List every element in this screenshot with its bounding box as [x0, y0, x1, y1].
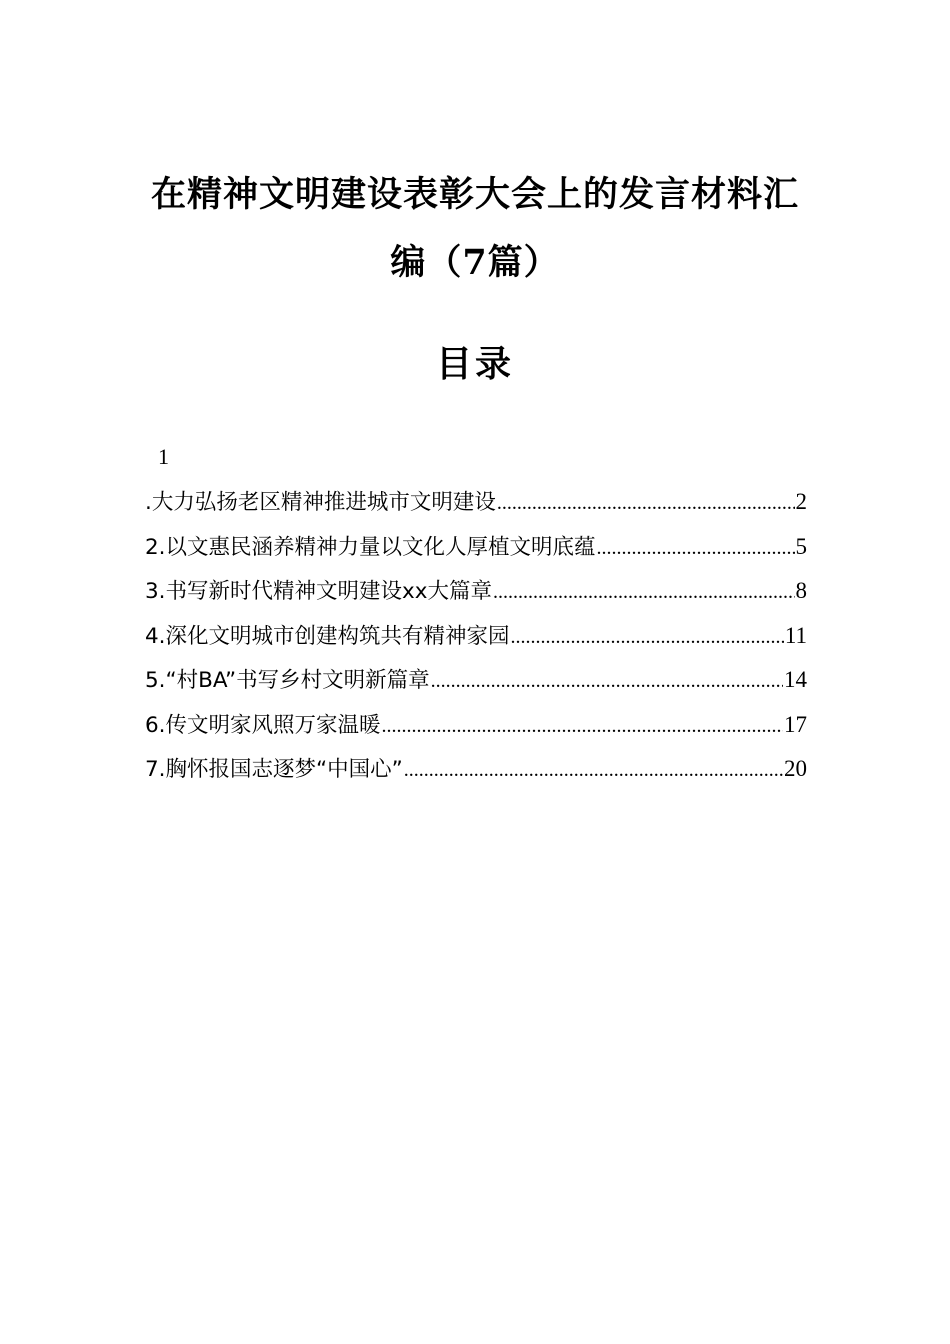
- toc-item[interactable]: [145, 485, 807, 530]
- toc-item[interactable]: [145, 663, 807, 708]
- document-title-line-2: 编（7篇）: [390, 242, 560, 283]
- toc-item-label: 4.深化文明城市创建构筑共有精神家园: [145, 623, 510, 649]
- toc-heading: 目录: [435, 343, 514, 385]
- toc-item-page-number: 14: [784, 667, 807, 692]
- toc-item-page-number: 5: [795, 533, 807, 559]
- toc-item-label: 6.传文明家风照万家温暖: [145, 712, 381, 738]
- toc-item-label: 7.胸怀报国志逐梦“中国心”: [145, 757, 403, 782]
- toc-item-page-number: 8: [795, 578, 807, 603]
- toc-item-page-number: 2: [795, 489, 807, 514]
- toc-item-page-number: 20: [784, 756, 807, 781]
- toc-item[interactable]: [145, 619, 807, 664]
- toc-leader-dots: [493, 575, 795, 609]
- toc-item[interactable]: [145, 752, 807, 797]
- toc-leader-dots: [597, 531, 795, 565]
- toc-leader-dots: [404, 753, 783, 787]
- toc-item-label: 3.书写新时代精神文明建设xx大篇章: [145, 579, 492, 604]
- toc-leader-dots: [431, 664, 783, 698]
- table-of-contents: [145, 485, 807, 797]
- toc-item-page-number: 11: [784, 622, 807, 648]
- toc-item-label: 5.“村BA”书写乡村文明新篇章: [145, 668, 430, 693]
- toc-leader-dots: [511, 620, 784, 654]
- toc-item-label: .大力弘扬老区精神推进城市文明建设: [145, 490, 496, 515]
- toc-first-item-number: 1: [158, 444, 169, 469]
- toc-item-label: 2.以文惠民涵养精神力量以文化人厚植文明底蕴: [145, 534, 596, 560]
- document-title-line-1: 在精神文明建设表彰大会上的发言材料汇: [150, 174, 799, 215]
- toc-item[interactable]: [145, 708, 807, 753]
- toc-leader-dots: [497, 486, 795, 520]
- toc-leader-dots: [382, 709, 783, 743]
- toc-item[interactable]: [145, 574, 807, 619]
- toc-item-page-number: 17: [784, 711, 807, 737]
- toc-item[interactable]: [145, 530, 807, 575]
